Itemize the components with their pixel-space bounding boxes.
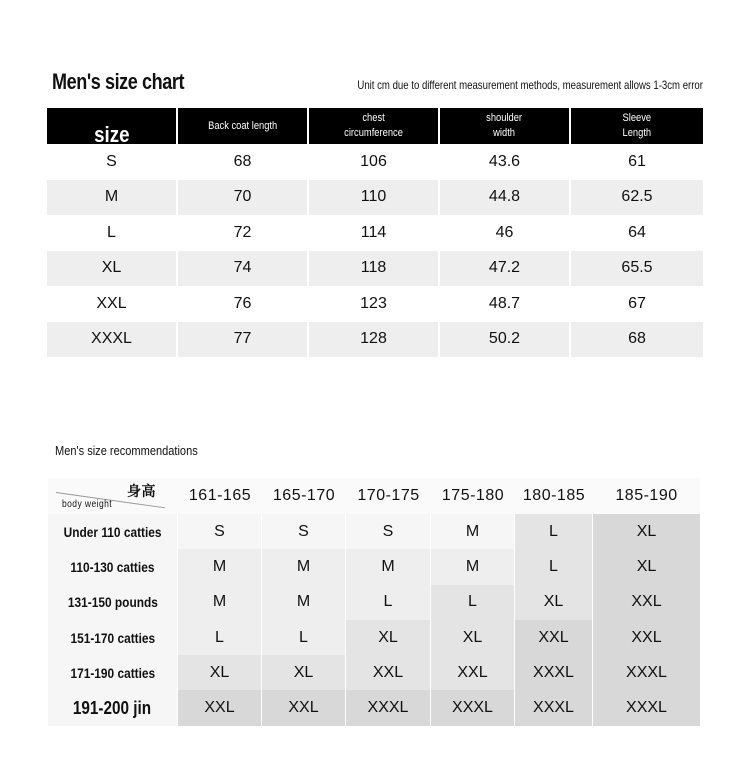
cell-back-length: 68 bbox=[178, 144, 309, 180]
height-header: 175-180 bbox=[441, 487, 505, 504]
size-chart-title: Men's size chart bbox=[52, 69, 185, 94]
size-cell: XXL bbox=[431, 655, 515, 690]
table-row bbox=[47, 286, 703, 322]
table-row bbox=[48, 549, 700, 584]
size-cell: S bbox=[262, 514, 346, 549]
cell-shoulder: 50.2 bbox=[440, 322, 571, 358]
size-recommendation-table bbox=[48, 478, 700, 726]
height-header: 180-185 bbox=[522, 487, 586, 504]
cell-chest: 118 bbox=[309, 251, 440, 287]
header-chest-circumference: chest circumference bbox=[309, 108, 440, 144]
cell-size: XXL bbox=[47, 286, 178, 322]
height-header: 185-190 bbox=[615, 487, 678, 504]
size-cell: XXXL bbox=[593, 690, 700, 725]
size-cell: M bbox=[346, 549, 431, 584]
size-cell: L bbox=[346, 585, 431, 620]
cell-back-length: 72 bbox=[178, 215, 309, 251]
size-cell: M bbox=[178, 549, 262, 584]
cell-size: S bbox=[47, 144, 178, 180]
table-row bbox=[47, 215, 703, 251]
cell-size: XXXL bbox=[47, 322, 178, 358]
height-header: 165-170 bbox=[272, 487, 336, 504]
cell-chest: 110 bbox=[309, 180, 440, 216]
size-cell: XXXL bbox=[593, 655, 700, 690]
cell-back-length: 76 bbox=[178, 286, 309, 322]
size-cell: M bbox=[262, 549, 346, 584]
size-cell: XXL bbox=[262, 690, 346, 725]
header-back-coat-length: Back coat length bbox=[178, 108, 309, 144]
cell-sleeve: 62.5 bbox=[571, 180, 703, 216]
corner-cell bbox=[48, 478, 178, 514]
size-cell: XXXL bbox=[515, 690, 593, 725]
size-cell: M bbox=[431, 549, 515, 584]
weight-label: 131-150 pounds bbox=[48, 585, 178, 620]
size-cell: XL bbox=[346, 620, 431, 655]
size-chart-header-row bbox=[47, 108, 703, 147]
weight-label: Under 110 catties bbox=[48, 514, 178, 549]
size-cell: L bbox=[178, 620, 262, 655]
cell-shoulder: 43.6 bbox=[440, 144, 571, 180]
height-header: 170-175 bbox=[357, 487, 420, 504]
size-cell: L bbox=[515, 514, 593, 549]
size-cell: S bbox=[178, 514, 262, 549]
size-cell: XXL bbox=[346, 655, 431, 690]
corner-weight-label: body weight bbox=[62, 499, 113, 510]
cell-back-length: 74 bbox=[178, 251, 309, 287]
cell-shoulder: 44.8 bbox=[440, 180, 571, 216]
header-shoulder-width: shoulder width bbox=[440, 108, 571, 144]
size-cell: L bbox=[515, 549, 593, 584]
cell-sleeve: 64 bbox=[628, 223, 646, 241]
size-cell: XL bbox=[593, 514, 700, 549]
size-cell: XXXL bbox=[346, 690, 431, 725]
cell-size: M bbox=[47, 180, 178, 216]
size-cell: L bbox=[431, 585, 515, 620]
cell-sleeve: 67 bbox=[628, 294, 646, 312]
size-cell: XL bbox=[431, 620, 515, 655]
size-cell: XXL bbox=[178, 690, 262, 725]
weight-label: 171-190 catties bbox=[48, 655, 178, 690]
table-row bbox=[48, 514, 700, 549]
size-cell: M bbox=[262, 585, 346, 620]
size-cell: XXXL bbox=[515, 655, 593, 690]
size-cell: XL bbox=[262, 655, 346, 690]
measurement-note: Unit cm due to different measurement methods, measurement allows 1-3cm error bbox=[357, 78, 703, 92]
size-cell: XXL bbox=[593, 620, 700, 655]
cell-chest: 123 bbox=[309, 286, 440, 322]
size-chart-table bbox=[47, 108, 703, 357]
weight-label: 151-170 catties bbox=[48, 620, 178, 655]
table-row bbox=[48, 655, 700, 690]
recommendation-header-row bbox=[48, 478, 700, 514]
cell-sleeve: 68 bbox=[571, 322, 703, 358]
size-cell: XXXL bbox=[431, 690, 515, 725]
table-row bbox=[47, 144, 703, 180]
table-row bbox=[48, 585, 700, 620]
cell-shoulder: 48.7 bbox=[440, 286, 571, 322]
size-cell: XL bbox=[593, 549, 700, 584]
weight-label: 110-130 catties bbox=[48, 549, 178, 584]
recommendation-title: Men's size recommendations bbox=[55, 443, 198, 458]
cell-size: L bbox=[47, 215, 178, 251]
size-cell: XL bbox=[515, 585, 593, 620]
cell-chest: 106 bbox=[309, 144, 440, 180]
size-cell: XXL bbox=[515, 620, 593, 655]
cell-back-length: 77 bbox=[178, 322, 309, 358]
corner-height-label: 身高 bbox=[127, 483, 156, 499]
size-cell: XXL bbox=[593, 585, 700, 620]
size-cell: L bbox=[262, 620, 346, 655]
header-size: size bbox=[47, 108, 178, 144]
cell-sleeve: 61 bbox=[628, 152, 646, 170]
size-cell: S bbox=[346, 514, 431, 549]
table-row bbox=[47, 180, 703, 216]
height-header: 161-165 bbox=[188, 487, 252, 504]
cell-sleeve: 65.5 bbox=[571, 251, 703, 287]
table-row bbox=[48, 690, 700, 725]
size-cell: XL bbox=[178, 655, 262, 690]
weight-label: 191-200 jin bbox=[48, 690, 178, 725]
size-cell: M bbox=[431, 514, 515, 549]
cell-chest: 128 bbox=[309, 322, 440, 358]
cell-size: XL bbox=[47, 251, 178, 287]
size-cell: M bbox=[178, 585, 262, 620]
cell-chest: 114 bbox=[309, 215, 440, 251]
cell-shoulder: 47.2 bbox=[440, 251, 571, 287]
header-sleeve-length: Sleeve Length bbox=[571, 108, 703, 144]
table-row bbox=[47, 251, 703, 287]
cell-back-length: 70 bbox=[178, 180, 309, 216]
table-row bbox=[47, 322, 703, 358]
cell-shoulder: 46 bbox=[440, 215, 571, 251]
table-row bbox=[48, 620, 700, 655]
